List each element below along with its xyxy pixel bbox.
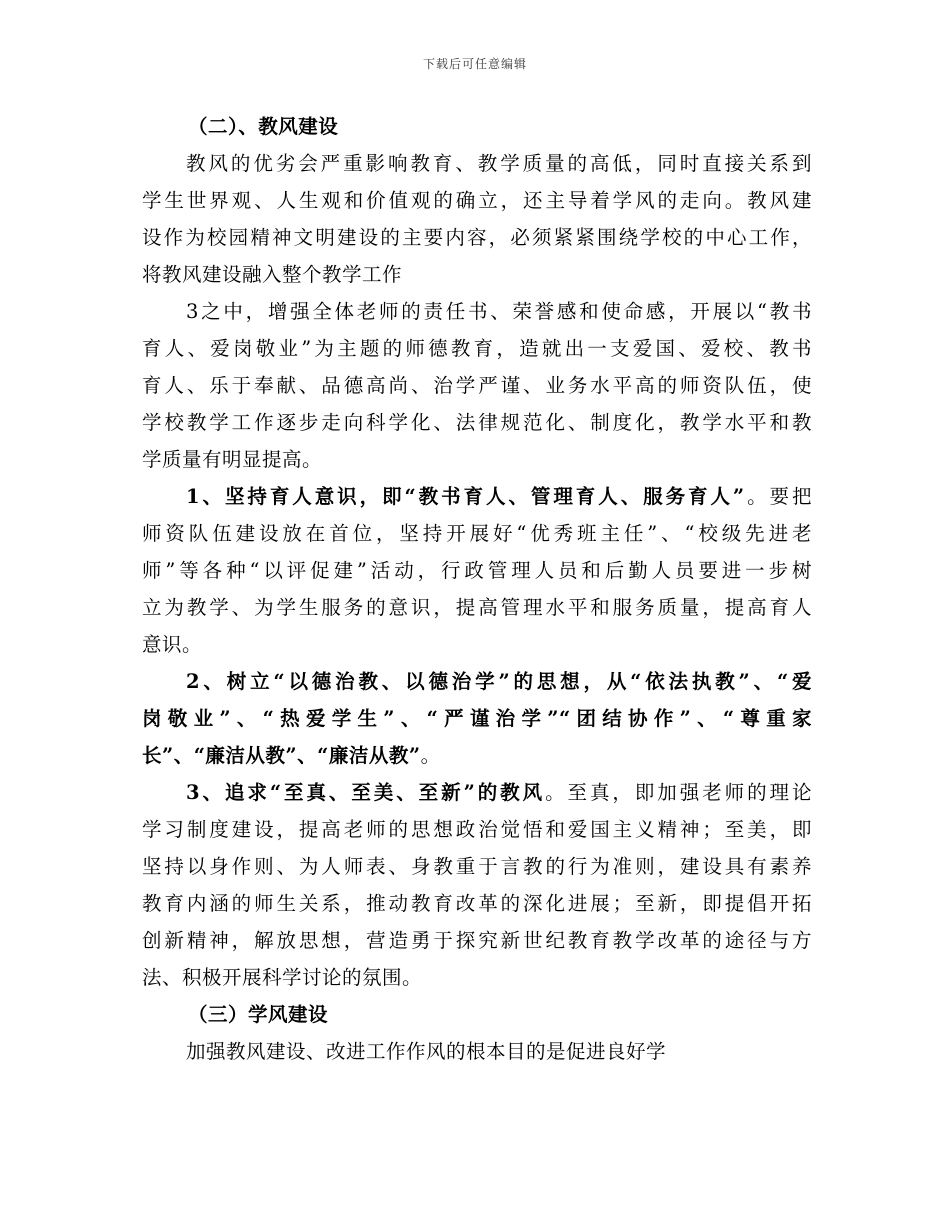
text-segment: 师”等各种“以评促建”活动，行政管理人员和后勤人员要进一步树 bbox=[142, 559, 812, 582]
document-body bbox=[142, 108, 812, 1070]
text-segment: 。至真，即加强老师的理论 bbox=[545, 781, 812, 804]
text-line bbox=[142, 404, 812, 441]
text-segment: 。要把 bbox=[744, 485, 812, 508]
text-line bbox=[142, 848, 812, 885]
text-segment: 教育内涵的师生关系，推动教育改革的深化进展；至新，即提倡开拓 bbox=[142, 892, 812, 915]
text-segment: 设作为校园精神文明建设的主要内容，必须紧紧围绕学校的中心工作， bbox=[142, 226, 812, 249]
bold-text: 1、坚持育人意识，即“教书育人、管理育人、服务育人” bbox=[186, 485, 745, 508]
text-line bbox=[142, 441, 812, 478]
text-segment: 坚持以身作则、为人师表、身教重于言教的行为准则，建设具有素养 bbox=[142, 855, 812, 878]
section-heading bbox=[142, 108, 812, 145]
text-line bbox=[142, 367, 812, 404]
text-segment: 学习制度建设，提高老师的思想政治觉悟和爱国主义精神；至美，即 bbox=[142, 818, 812, 841]
text-segment: 师资队伍建设放在首位，坚持开展好“优秀班主任”、“校级先进老 bbox=[142, 522, 812, 545]
text-segment: 。 bbox=[420, 744, 441, 767]
text-line bbox=[142, 663, 812, 700]
bold-text: 岗敬业”、“热爱学生”、“严谨治学”“团结协作”、“尊重家 bbox=[142, 707, 812, 730]
page-header-note: 下载后可任意编辑 bbox=[422, 57, 527, 71]
bold-text: 2、树立“以德治教、以德治学”的思想，从“依法执教”、“爱 bbox=[186, 670, 812, 693]
text-segment: 意识。 bbox=[142, 633, 203, 656]
text-line bbox=[142, 515, 812, 552]
text-line bbox=[142, 1033, 812, 1070]
bold-text: （二）、教风建设 bbox=[188, 115, 339, 138]
text-line bbox=[142, 959, 812, 996]
section-heading bbox=[142, 996, 812, 1033]
text-line bbox=[142, 811, 812, 848]
text-segment: 加强教风建设、改进工作作风的根本目的是促进良好学 bbox=[186, 1040, 667, 1063]
text-segment: 教风的优劣会严重影响教育、教学质量的高低，同时直接关系到 bbox=[186, 152, 812, 175]
text-line bbox=[142, 182, 812, 219]
bold-text: 3、追求“至真、至美、至新”的教风 bbox=[186, 781, 546, 804]
text-line bbox=[142, 626, 812, 663]
text-line bbox=[142, 885, 812, 922]
text-line bbox=[142, 145, 812, 182]
text-segment: 立为教学、为学生服务的意识，提高管理水平和服务质量，提高育人 bbox=[142, 596, 812, 619]
text-line bbox=[142, 774, 812, 811]
text-segment: 育人、乐于奉献、品德高尚、治学严谨、业务水平高的师资队伍，使 bbox=[142, 374, 812, 397]
text-line bbox=[142, 330, 812, 367]
bold-text: 长”、“廉洁从教”、“廉洁从教” bbox=[142, 744, 421, 767]
text-line bbox=[142, 219, 812, 256]
text-line bbox=[142, 922, 812, 959]
text-segment: 法、积极开展科学讨论的氛围。 bbox=[142, 966, 423, 989]
text-segment: 育人、爱岗敬业”为主题的师德教育，造就出一支爱国、爱校、教书 bbox=[142, 337, 812, 360]
text-segment: 学生世界观、人生观和价值观的确立，还主导着学风的走向。教风建 bbox=[142, 189, 812, 212]
text-segment: 学校教学工作逐步走向科学化、法律规范化、制度化，教学水平和教 bbox=[142, 411, 812, 434]
text-line bbox=[142, 293, 812, 330]
text-line bbox=[142, 737, 812, 774]
text-segment: 3之中，增强全体老师的责任书、荣誉感和使命感，开展以“教书 bbox=[186, 300, 812, 323]
text-line bbox=[142, 700, 812, 737]
bold-text: （三）学风建设 bbox=[188, 1003, 329, 1026]
text-segment: 学质量有明显提高。 bbox=[142, 448, 323, 471]
text-segment: 创新精神，解放思想，营造勇于探究新世纪教育教学改革的途径与方 bbox=[142, 929, 812, 952]
text-line bbox=[142, 478, 812, 515]
text-line bbox=[142, 589, 812, 626]
text-line bbox=[142, 552, 812, 589]
text-line bbox=[142, 256, 812, 293]
text-segment: 将教风建设融入整个教学工作 bbox=[142, 263, 403, 286]
